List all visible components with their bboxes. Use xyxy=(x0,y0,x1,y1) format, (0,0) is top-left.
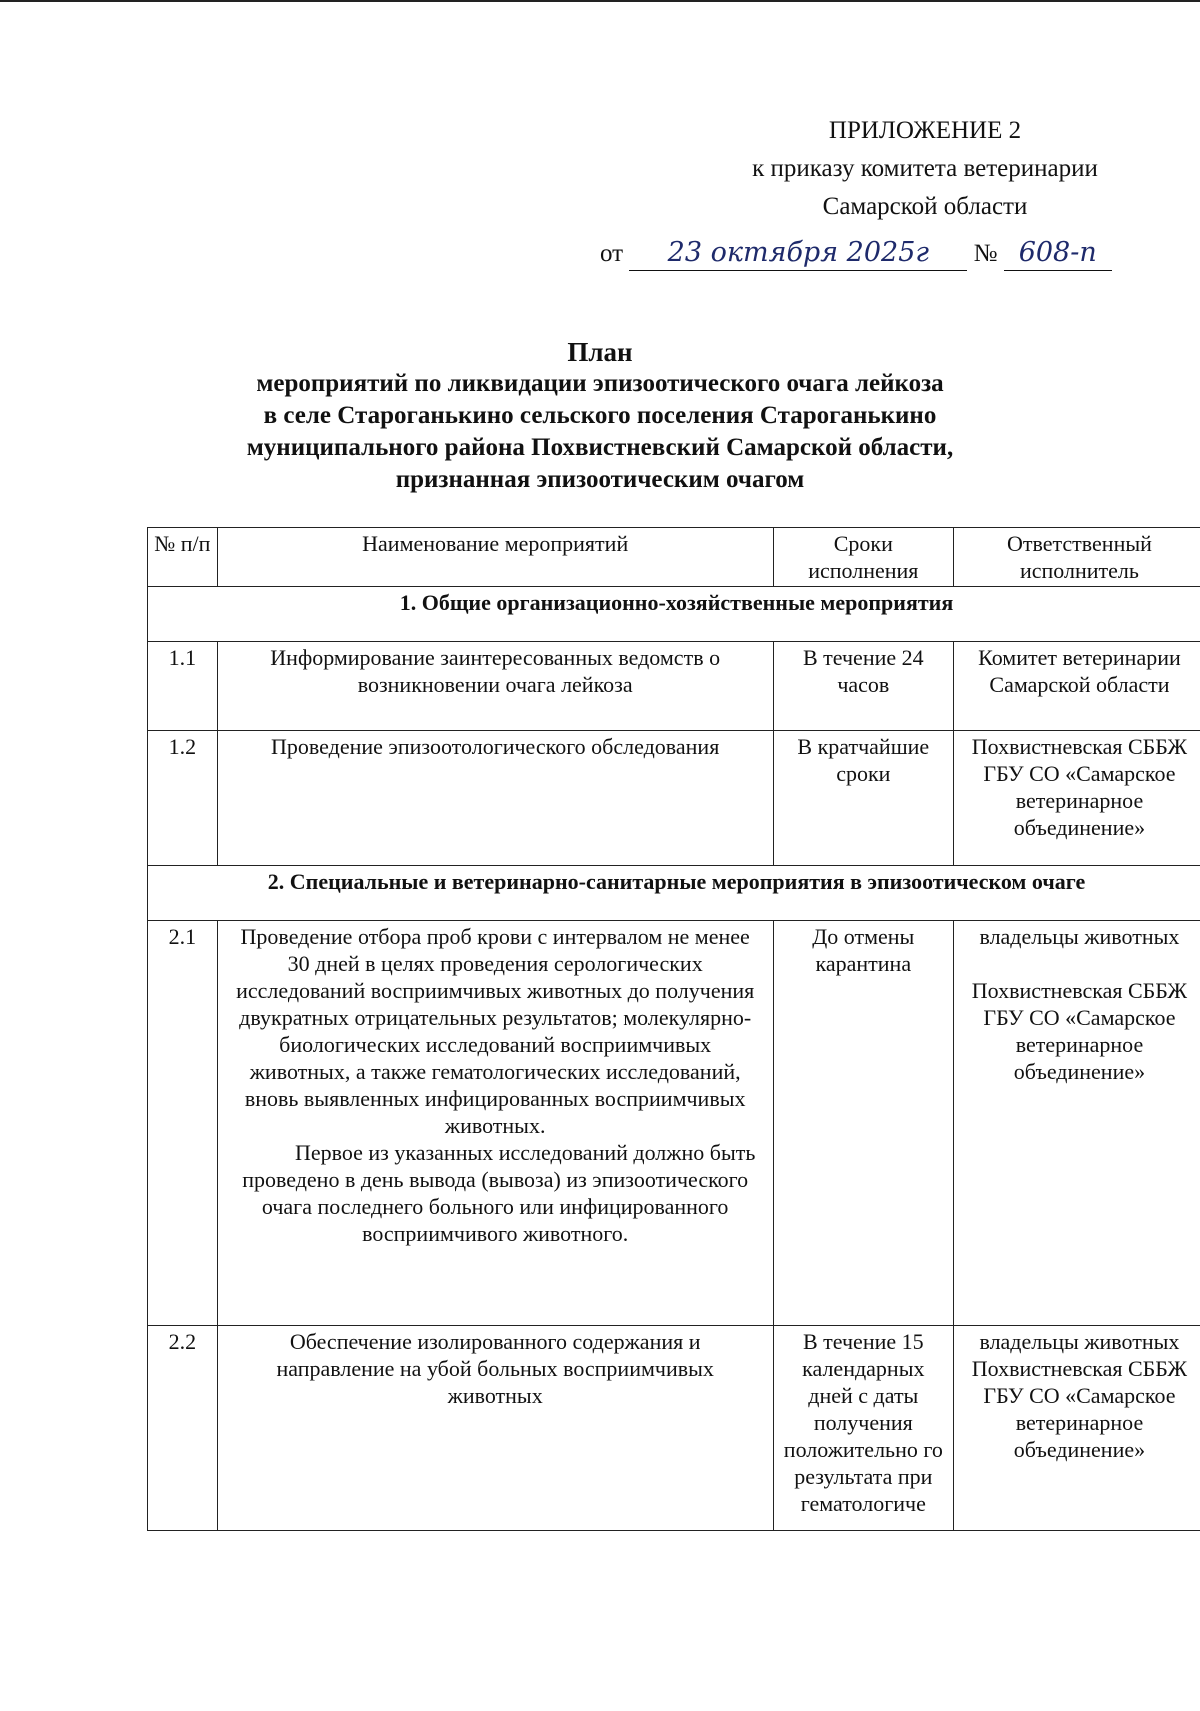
title-line-2: мероприятий по ликвидации эпизоотического очага лейкоза xyxy=(256,370,944,397)
order-reference xyxy=(600,236,1140,271)
handwritten-order-number: 608-п xyxy=(1004,236,1112,271)
row-num: 1.1 xyxy=(148,642,218,731)
table-row xyxy=(148,921,1200,1326)
header-term: Сроки исполнения xyxy=(773,528,953,587)
row-name-main: Проведение отбора проб крови с интервалом не менее 30 дней в целях проведения серологических исследований восприимчивых животных до получения двукратных отрицательных результатов; молекулярно-биологических исследований восприимчивых животных, а также гематологических исследований, вновь выявленных инфицированных восприимчивых животных. xyxy=(236,924,755,1138)
header-num: № п/п xyxy=(148,528,218,587)
row-responsible xyxy=(953,921,1200,1326)
section-title: 1. Общие организационно-хозяйственные мероприятия xyxy=(148,587,1200,642)
appendix-subtitle: к приказу комитета ветеринарии xyxy=(752,155,1098,182)
appendix-header xyxy=(690,112,1160,226)
row-term: В течение 24 часов xyxy=(773,642,953,731)
row-num: 1.2 xyxy=(148,731,218,866)
appendix-region: Самарской области xyxy=(822,193,1028,220)
row-name xyxy=(217,921,773,1326)
row-name: Проведение эпизоотологического обследования xyxy=(217,731,773,866)
row-responsible: Похвистневская СББЖ ГБУ СО «Самарское ветеринарное объединение» xyxy=(953,731,1200,866)
row-term: В течение 15 календарных дней с даты получения положительно го результата при гематологиче xyxy=(773,1326,953,1531)
row-term: До отмены карантина xyxy=(773,921,953,1326)
section-row xyxy=(148,587,1200,642)
handwritten-date: 23 октября 2025г xyxy=(629,236,967,271)
measures-table xyxy=(147,527,1200,1531)
row-num: 2.2 xyxy=(148,1326,218,1531)
scan-top-edge xyxy=(0,0,1200,2)
row-name: Информирование заинтересованных ведомств о возникновении очага лейкоза xyxy=(217,642,773,731)
header-name: Наименование мероприятий xyxy=(217,528,773,587)
responsible-owners: владельцы животных xyxy=(979,924,1180,949)
title-line-4: муниципального района Похвистневский Самарской области, xyxy=(246,434,954,461)
row-responsible: Комитет ветеринарии Самарской области xyxy=(953,642,1200,731)
row-name: Обеспечение изолированного содержания и направление на убой больных восприимчивых животных xyxy=(217,1326,773,1531)
title-plan: План xyxy=(567,337,633,367)
row-num: 2.1 xyxy=(148,921,218,1326)
row-term: В кратчайшие сроки xyxy=(773,731,953,866)
order-number-label: № xyxy=(973,240,998,267)
row-responsible xyxy=(953,1326,1200,1531)
row-name-extra: Первое из указанных исследований должно быть проведено в день вывода (вывоза) из эпизоотического очага последнего больного или инфицированного восприимчивого животного. xyxy=(242,1140,756,1246)
table-header-row xyxy=(148,528,1200,587)
responsible-station: Похвистневская СББЖ ГБУ СО «Самарское ветеринарное объединение» xyxy=(971,1356,1188,1462)
responsible-station: Похвистневская СББЖ ГБУ СО «Самарское ветеринарное объединение» xyxy=(971,978,1188,1084)
header-responsible: Ответственный исполнитель xyxy=(953,528,1200,587)
appendix-title: ПРИЛОЖЕНИЕ 2 xyxy=(828,117,1022,144)
responsible-owners: владельцы животных xyxy=(979,1329,1180,1354)
table-row xyxy=(148,1326,1200,1531)
section-title: 2. Специальные и ветеринарно-санитарные мероприятия в эпизоотическом очаге xyxy=(148,866,1200,921)
document-title xyxy=(140,336,1060,496)
table-row xyxy=(148,642,1200,731)
table-row xyxy=(148,731,1200,866)
title-line-5: признанная эпизоотическим очагом xyxy=(395,466,805,493)
section-row xyxy=(148,866,1200,921)
order-prefix: от xyxy=(600,240,624,267)
title-line-3: в селе Староганькино сельского поселения Староганькино xyxy=(263,402,937,429)
